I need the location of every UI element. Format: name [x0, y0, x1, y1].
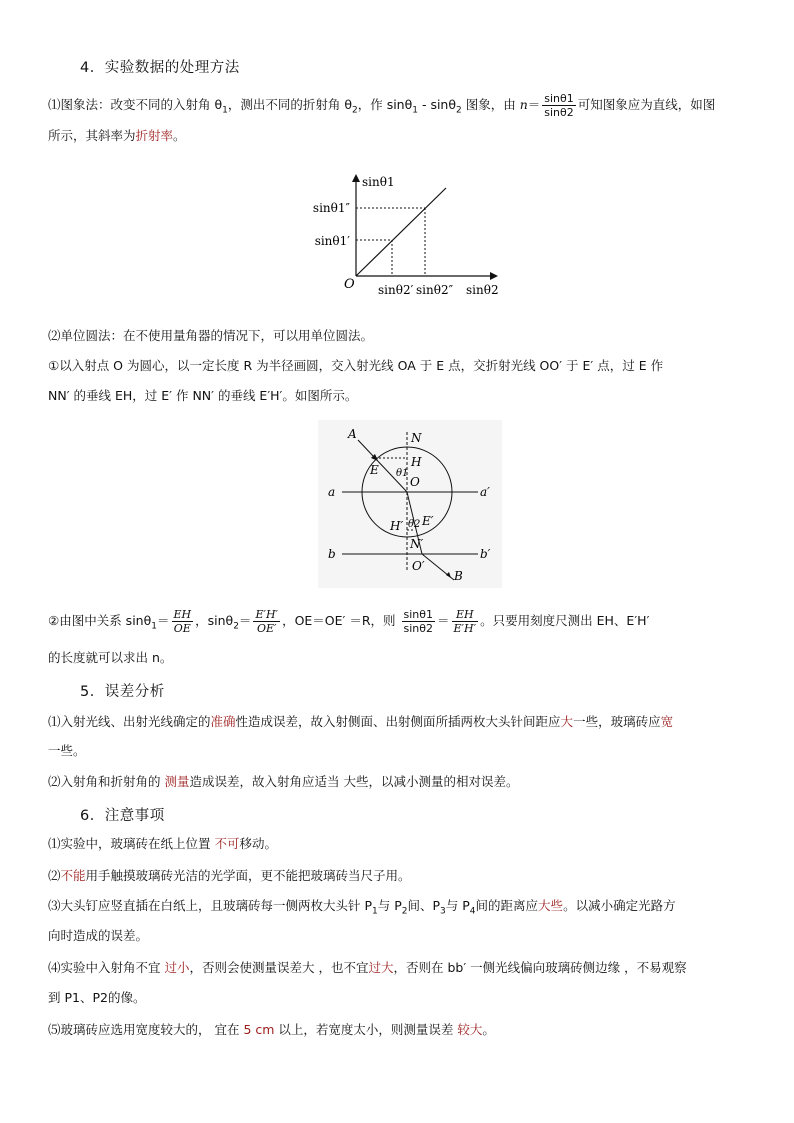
- note-item-1: [48, 834, 748, 854]
- text: ⑴实验中，玻璃砖在纸上位置: [48, 836, 215, 851]
- text: 。只要用刻度尺测出 EH、E′H′: [480, 613, 650, 628]
- text: 与 P: [445, 898, 470, 913]
- label-N-prime: N′: [410, 537, 424, 551]
- error-item-1: [48, 712, 748, 732]
- label-E-prime: E′: [422, 514, 434, 528]
- highlight: 大些: [538, 898, 564, 913]
- error-item-2: [48, 772, 748, 792]
- numerator: EH: [173, 608, 192, 621]
- sub: 2: [456, 105, 462, 116]
- y-tick-2: sinθ1″: [312, 201, 350, 215]
- text: ⑵入射角和折射角的: [48, 774, 165, 789]
- y-arrow: [352, 174, 360, 182]
- var-n: n: [519, 97, 528, 112]
- sub: 4: [469, 906, 476, 917]
- note-item-5: [48, 1020, 748, 1040]
- text: 用手触摸玻璃砖光洁的光学面，更不能把玻璃砖当尺子用。: [85, 868, 411, 883]
- text: ，OE＝OE′ ＝R，则: [282, 613, 400, 628]
- label-H-prime: H′: [390, 519, 404, 533]
- text: 移动。: [239, 836, 278, 851]
- highlight: 过小: [164, 960, 190, 975]
- x-tick-2: sinθ2″: [416, 283, 454, 297]
- fraction-ratio: [452, 608, 479, 635]
- unit-circle-step2-line2: 的长度就可以求出 n。: [48, 650, 173, 665]
- note-item-4: [48, 958, 748, 978]
- fraction-ehp-oep: [253, 608, 280, 635]
- sub: 1: [222, 105, 228, 116]
- highlight: 较大: [457, 1022, 483, 1037]
- text: ，作 sinθ: [357, 97, 413, 112]
- text: 。以减小确定光路方: [563, 898, 676, 913]
- unit-circle-step2-line1: [48, 604, 748, 644]
- section-4-title: 4．实验数据的处理方法: [80, 60, 240, 76]
- numerator: sinθ1: [403, 608, 434, 621]
- label-A: A: [348, 427, 357, 441]
- section-6-title: 6．注意事项: [80, 808, 165, 824]
- label-b: b: [328, 547, 336, 561]
- highlight-refractive-index: 折射率: [135, 128, 174, 143]
- numerator: sinθ1: [544, 92, 574, 105]
- text: 性造成误差，故入射侧面、出射侧面所插两枚大头针间距应: [235, 714, 561, 729]
- label-a: a: [328, 485, 336, 499]
- numerator: E′H′: [255, 608, 279, 621]
- label-N: N: [411, 431, 422, 445]
- label-O: O: [410, 475, 420, 489]
- highlight: 准确: [210, 714, 236, 729]
- text: 可知图象应为直线，如图: [577, 97, 716, 112]
- text: ②由图中关系 sinθ: [48, 613, 152, 628]
- fraction-eh-oe: [172, 608, 194, 635]
- denominator: E′H′: [453, 622, 477, 635]
- note-item-2: [48, 866, 748, 886]
- text: 造成误差，故入射角应适当 大些，以减小测量的相对误差。: [189, 774, 519, 789]
- denominator: OE: [173, 622, 191, 635]
- denominator: sinθ2: [544, 106, 574, 119]
- label-theta2: θ2: [408, 519, 421, 530]
- text: ⑴入射光线、出射光线确定的: [48, 714, 211, 729]
- sub: 1: [412, 105, 418, 116]
- text: 以上，若宽度太小，则测量误差: [274, 1022, 458, 1037]
- sub: 3: [440, 906, 446, 917]
- graph-method-line2: [48, 126, 748, 146]
- label-b-prime: b′: [480, 547, 491, 561]
- note-item-3: [48, 896, 748, 922]
- highlight: 宽: [660, 714, 674, 729]
- sub: 1: [151, 621, 157, 632]
- note-item-3-line2: 向时造成的误差。: [48, 928, 149, 943]
- x-tick-1: sinθ2′: [378, 283, 414, 297]
- label-H: H: [411, 455, 422, 469]
- graph-method-paragraph: ⑴图象法：改变不同的入射角 $\theta_1$，测出不同的折射角 $\theta_2$，作 sinθ$_1$ - sinθ$_2$ 图象，由 n＝ $\frac{\sin\theta 1}{\sin\theta 2}$ 可知图象应为直线，如图: [48, 92, 716, 119]
- text: ，测出不同的折射角 θ: [227, 97, 352, 112]
- fraction-sin: [402, 608, 436, 635]
- label-a-prime: a′: [480, 485, 490, 499]
- x-arrow: [490, 272, 498, 280]
- text: 。: [482, 1022, 495, 1037]
- text: 所示，其斜率为: [48, 128, 136, 143]
- section-5-title: 5．误差分析: [80, 684, 165, 700]
- unit-circle-step1-line2: NN′ 的垂线 EH，过 E′ 作 NN′ 的垂线 E′H′。如图所示。: [48, 388, 358, 403]
- sin-graph-figure: [300, 168, 510, 303]
- sub: 2: [401, 906, 408, 917]
- numerator: EH: [452, 608, 479, 622]
- unit-circle-step1-line1: ①以入射点 O 为圆心，以一定长度 R 为半径画圆，交入射光线 OA 于 E 点，交折射光线 OO′ 于 E′ 点，过 E 作: [48, 358, 664, 373]
- y-tick-1: sinθ1′: [314, 234, 350, 248]
- text: ⑸玻璃砖应选用宽度较大的， 宜在: [48, 1022, 244, 1037]
- text: 图象，由: [461, 97, 520, 112]
- highlight: 不能: [60, 868, 86, 883]
- data-line: [356, 188, 446, 276]
- y-axis-label: sinθ1: [362, 175, 395, 189]
- text: - sinθ: [417, 97, 456, 112]
- text: ＝: [156, 613, 170, 628]
- origin-label: O: [344, 277, 355, 292]
- sub: 2: [351, 105, 358, 116]
- text: ，否则会使测量误差大 ，也不宜: [189, 960, 369, 975]
- text: ⑴图象法：改变不同的入射角 θ: [48, 97, 223, 112]
- error-item-1-line2: 一些。: [48, 743, 86, 758]
- unit-circle-paragraph: ⑵单位圆法：在不使用量角器的情况下，可以用单位圆法。: [48, 328, 374, 343]
- text: ＝: [437, 613, 450, 628]
- label-O-prime: O′: [412, 559, 425, 573]
- text: ⑶大头钉应竖直插在白纸上，且玻璃砖每一侧两枚大头针 P: [48, 898, 373, 913]
- label-theta1: θ1: [396, 468, 409, 479]
- text: ，sinθ: [195, 613, 234, 628]
- denominator: sinθ2: [403, 622, 434, 635]
- text: 间、P: [407, 898, 441, 913]
- text: 一些，玻璃砖应: [573, 714, 661, 729]
- fraction: [542, 92, 576, 119]
- highlight: 不可: [214, 836, 240, 851]
- denominator: OE′: [256, 622, 277, 635]
- text: 间的距离应: [475, 898, 539, 913]
- sub: 1: [372, 906, 378, 917]
- note-item-4-line2: 到 P1、P2的像。: [48, 990, 146, 1005]
- text: 。: [173, 128, 186, 143]
- label-E: E: [370, 463, 379, 477]
- sub: 2: [233, 621, 239, 632]
- x-axis-label: sinθ2: [466, 283, 499, 297]
- text: ，否则在 bb′ 一侧光线偏向玻璃砖侧边缘 ，不易观察: [393, 960, 687, 975]
- highlight: 过大: [368, 960, 394, 975]
- text: ⑵: [48, 868, 61, 883]
- text: ＝: [238, 613, 252, 628]
- highlight: 测量: [164, 774, 190, 789]
- highlight: 5 cm: [243, 1022, 275, 1037]
- text: 与 P: [377, 898, 402, 913]
- text: ⑷实验中入射角不宜: [48, 960, 165, 975]
- highlight: 大: [560, 714, 574, 729]
- unit-circle-figure: [318, 420, 502, 588]
- label-B: B: [454, 569, 463, 583]
